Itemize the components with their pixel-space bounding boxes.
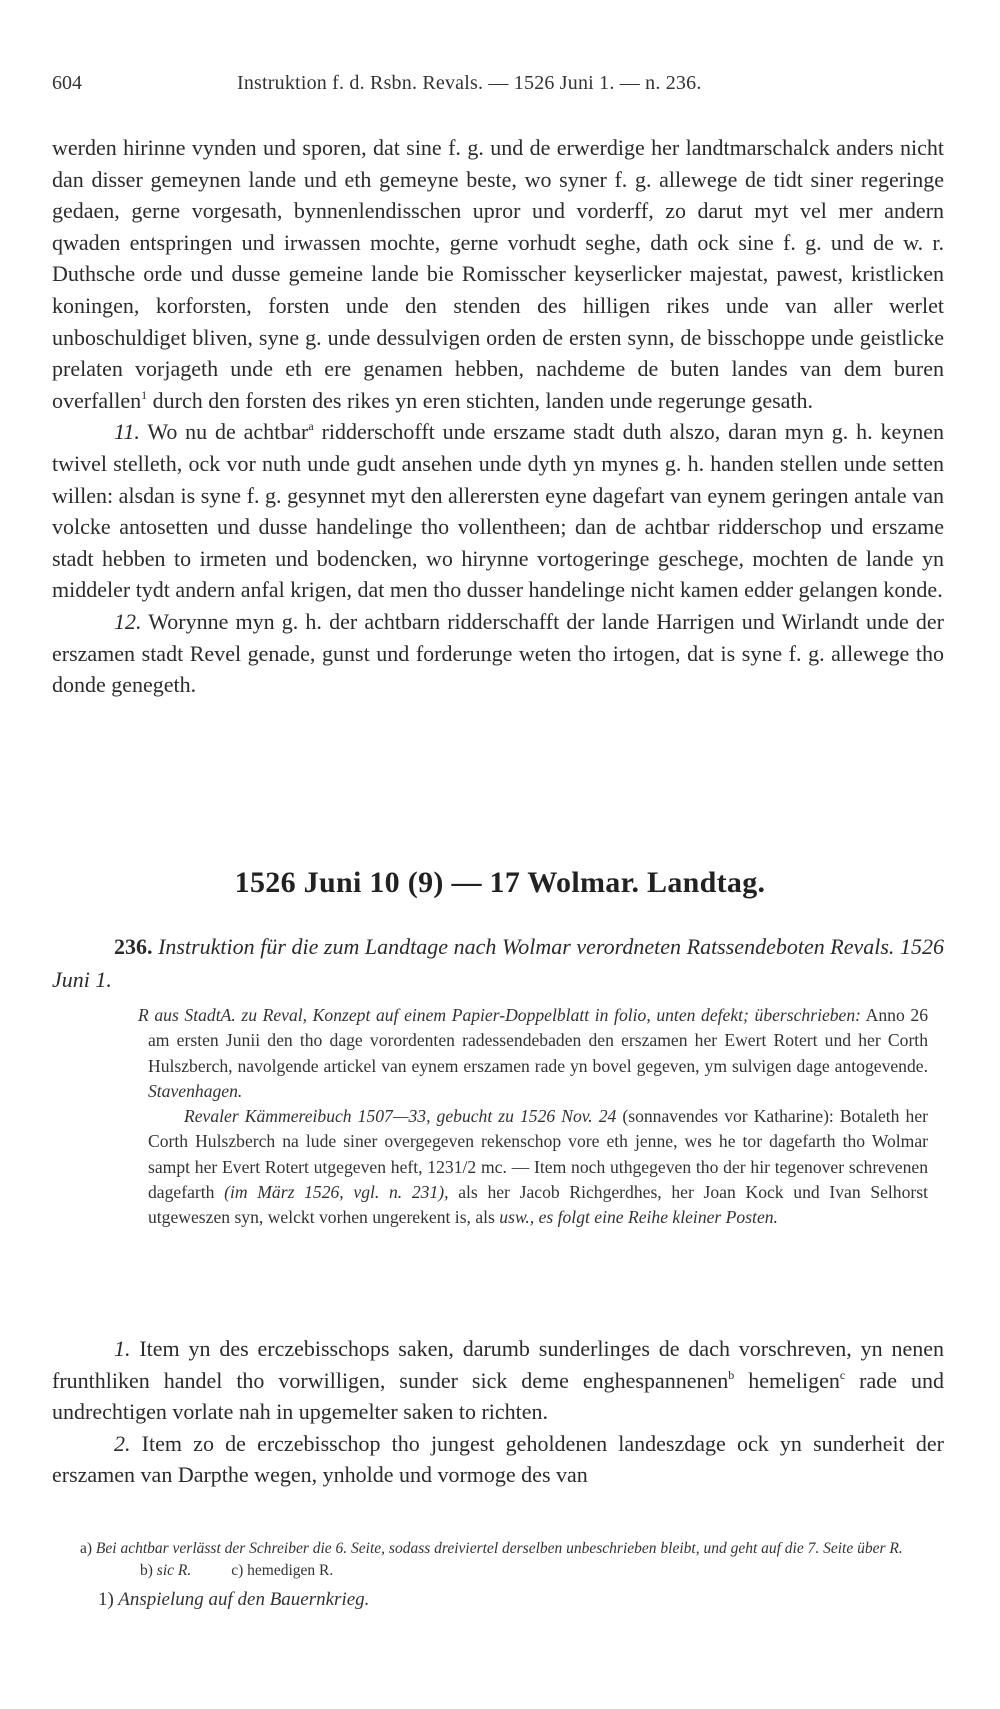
document-number: 236. — [114, 934, 153, 959]
running-title: Instruktion f. d. Rsbn. Revals. — 1526 Juni 1. — n. 236. — [237, 72, 702, 94]
footnote-ref-1: 1 — [141, 387, 148, 402]
source-note-account-book: Revaler Kämmereibuch 1507—33, gebucht zu 1526 Nov. 24 (sonnavendes vor Katharine): Botaleth her Corth Hulszberch na lude siner overgegeven rekenschop vore eth jenne, wes he tor dagefarth tho Wolmar sampt her Evert Rotert utgegeven heft, 1231/2 mc. — Item noch uthgegeven tho der hir tegenover schrevenen dagefarth (im März 1526, vgl. n. 231), als her Jacob Richgerdhes, her Joan Kock und Ivan Selhorst utgeweszen syn, welckt vorhen ungerekent is, als usw., es folgt eine Reihe kleiner Posten. — [148, 1106, 929, 1228]
paragraph-11: 11. Wo nu de achtbar$^a$ ridderschofft unde erszame stadt duth alszo, daran myn g. h. keynen twivel stelleth, ock vor nuth unde gudt ansehen unde dyth yn mynes g. h. handen stellen unde setten willen: alsdan is syne f. g. gesynnet myt den allerersten eyne dagefart van eynem geringen antale van volcke antosetten und dusse handelinge tho vollentheen; dan de achtbar ridderschop und erszame stadt hebben to irmeten und bodencken, wo hirynne vortogeringe geschege, mochten de lande yn middeler tydt andern anfal krigen, dat men tho dusser handelinge nicht kamen edder gelangen konde. — [52, 419, 944, 603]
fraction: 1/2 — [453, 1156, 477, 1177]
item-number: 1. — [114, 1336, 131, 1361]
source-note-archive: R aus StadtA. zu Reval, Konzept auf einem Papier-Doppelblatt in folio, unten defekt; überschrieben: Anno 26 am ersten Junii den tho dage vorordenten radessendebaden den erszamen her Ewert Rotert und her Corth Hulszberch, navolgende artickel van eynem erszamen rade yn bovel gegeven, ym sulvigen dage antogevende. Stavenhagen. — [138, 1005, 928, 1101]
continued-paragraph: werden hirinne vynden und sporen, dat sine f. g. und de erwerdige her landtmarschalck anders nicht dan disser gemeynen lande und eth gemeyne beste, wo syner f. g. allewege de tidt siner regeringe gedaen, gerne vorgesath, bynnenlendisschen upror und vorderff, zo darut myt vel mer andern qwaden entspringen und irwassen mochte, gerne vorhudt seghe, dath ock sine f. g. und de w. r. Duthsche orde und dusse gemeine lande bie Romisscher keyserlicker majestat, pawest, kristlicken koningen, korforsten, forsten unde den stenden des hilligen rikes unde van aller werlet unboschuldiget bliven, syne g. unde dessulvigen orden de ersten synn, de bisschoppe unde geistlicke prelaten vorjageth unde eth ere genamen hebben, nachdeme de buten landes van dem buren overfallen$^1$ durch den forsten des rikes yn eren stichten, landen unde regerunge gesath. — [52, 135, 944, 413]
footnote-1: 1) Anspielung auf den Bauernkrieg. — [98, 1589, 370, 1610]
item-number: 2. — [114, 1430, 131, 1456]
page-number: 604 — [52, 72, 82, 94]
instruction-items — [52, 1333, 944, 1491]
footnotes-b-c: b) sic R. c) hemedigen R. — [140, 1562, 334, 1579]
textual-footnotes — [80, 1538, 940, 1582]
footnote-ref-b: b — [728, 1367, 735, 1382]
document-title: 236. Instruktion für die zum Landtage nach Wolmar verordneten Ratssendeboten Revals. 1526 Juni 1. — [52, 934, 944, 992]
item-1: 1. Item yn des erczebisschops saken, darumb sunderlinges de dach vorschreven, yn nenen frunthliken handel tho vorwilligen, sunder sick deme enghespannenen$^b$ hemeligen$^c$ rade und undrechtigen vorlate nah in upgemelter saken to richten. — [52, 1336, 944, 1425]
item-2: 2. Item zo de erczebisschop tho jungest geholdenen landeszdage ock yn sunderheit der erszamen van Darpthe wegen, ynholde und vormoge des van — [52, 1430, 944, 1488]
footnote-a: a) Bei achtbar verlässt der Schreiber die 6. Seite, sodass dreiviertel derselben unbeschrieben bleibt, und geht auf die 7. Seite über R. — [80, 1540, 903, 1557]
section-heading: 1526 Juni 10 (9) — 17 Wolmar. Landtag. — [234, 866, 766, 899]
source-notes — [138, 1003, 929, 1231]
paragraph-number: 11. — [114, 419, 140, 445]
footnote-ref-c: c — [839, 1367, 846, 1382]
continued-text — [52, 132, 944, 701]
footnote-ref-a: a — [308, 419, 314, 434]
paragraph-number: 12. — [114, 608, 142, 634]
paragraph-12: 12. Worynne myn g. h. der achtbarn ridderschafft der lande Harrigen und Wirlandt unde der erszamen stadt Revel genade, gunst und forderunge weten tho irtogen, dat is syne f. g. allewege tho donde genegeth. — [52, 608, 944, 698]
